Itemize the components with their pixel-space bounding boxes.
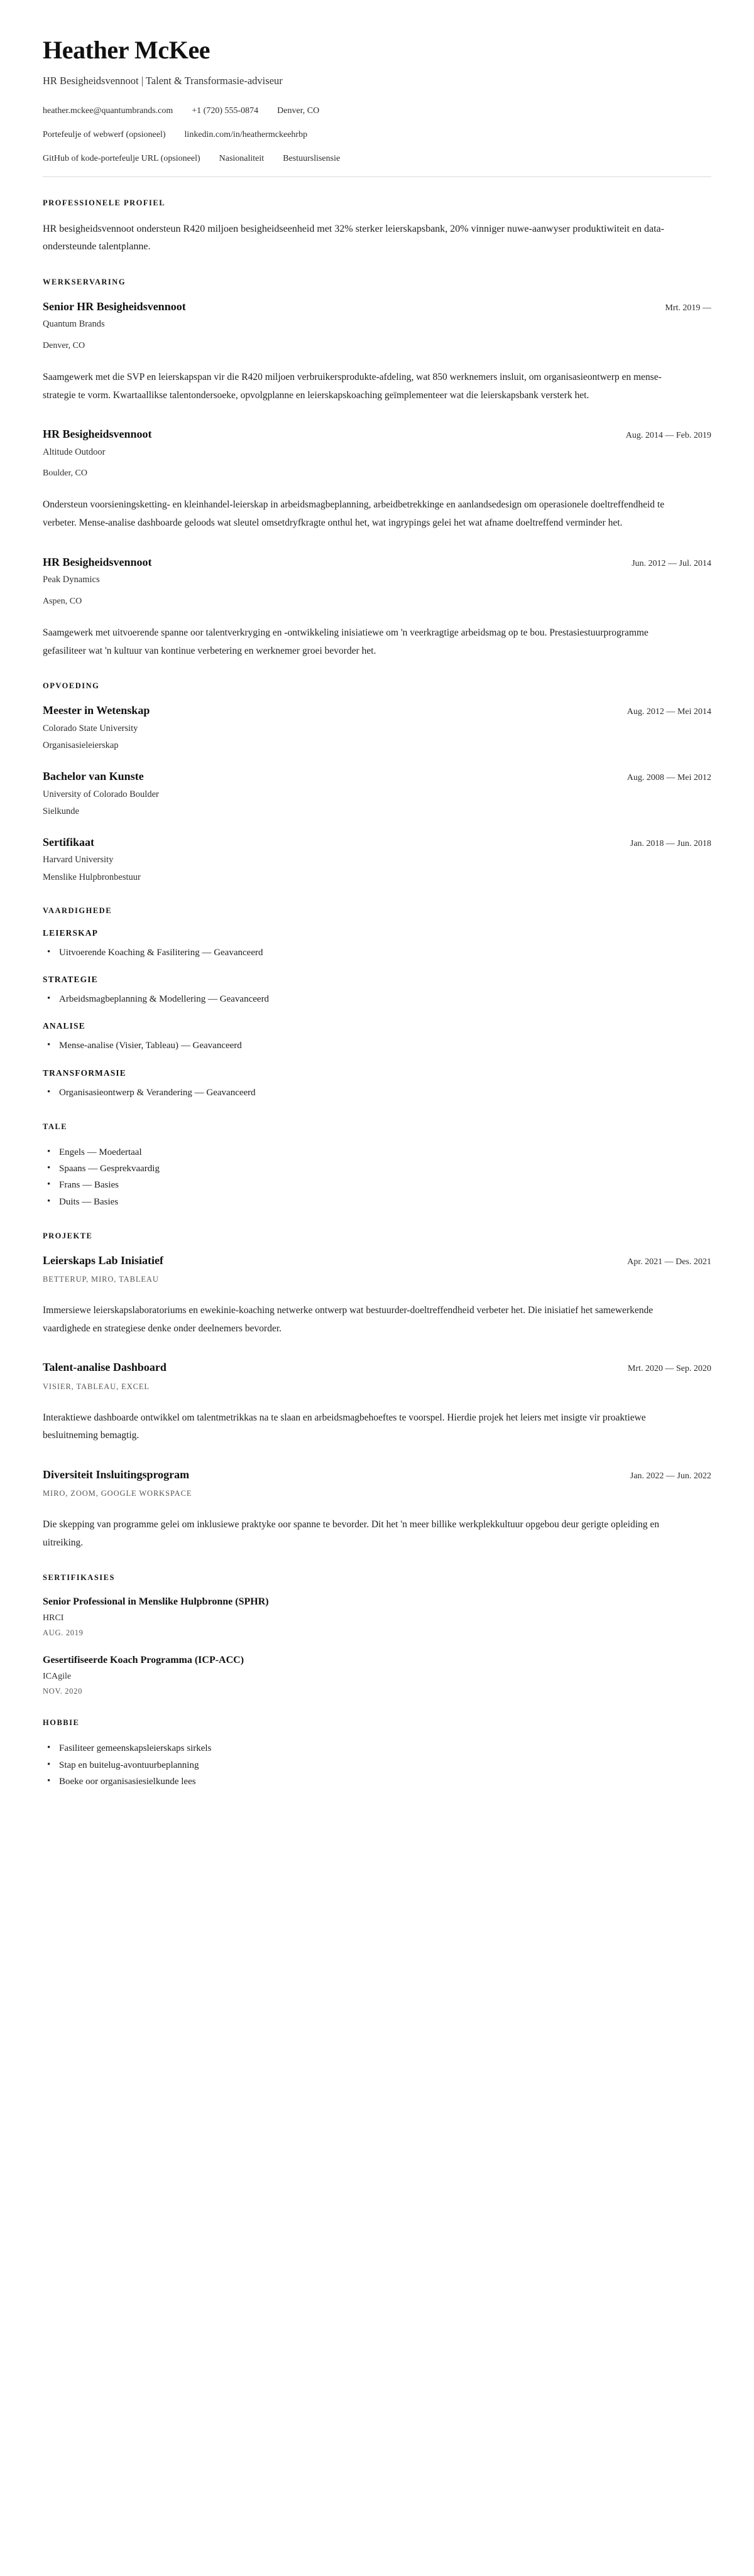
- skill-item: • Arbeidsmagbeplanning & Modellering — Geavanceerd: [43, 991, 711, 1007]
- experience-role: HR Besigheidsvennoot: [43, 428, 152, 441]
- hobby-item: • Fasiliteer gemeenskapsleierskaps sirkels: [43, 1740, 711, 1756]
- education-field: Organisasieleierskap: [43, 740, 119, 751]
- section-title-languages: TALE: [43, 1122, 68, 1131]
- project-description: Die skepping van programme gelei om inklusiewe praktyke oor spanne te bevorder. Dit het 'n meer billike werkplekkultuur opgebou deur gerigte opleiding en uitreiking.: [43, 1519, 660, 1548]
- certification-issuer: HRCI: [43, 1613, 64, 1623]
- experience-entry-head: [43, 555, 711, 570]
- project-tech-tags: MIRO, ZOOM, GOOGLE WORKSPACE: [43, 1489, 192, 1498]
- skill-group: [43, 1021, 711, 1054]
- skill-list: [43, 991, 711, 1007]
- education-entry-head: [43, 703, 711, 718]
- experience-company: Peak Dynamics: [43, 575, 100, 585]
- education-entry: [43, 835, 711, 885]
- project-description: Immersiewe leierskapslaboratoriums en ewekinie-koaching netwerke ontwerp wat bestuurder-doeltreffendheid verbeter het. Die inisiatief het samewerkende vaardighede en strategiese denke onder deelnemers bevorder.: [43, 1305, 653, 1334]
- profile-text: HR besigheidsvennoot ondersteun R420 miljoen besigheidseenheid met 32% sterker leierskapsbank, 20% vinniger nuwe-aanwyser produktiwiteit en data-ondersteunde talentplanne.: [43, 223, 665, 252]
- language-item: • Duits — Basies: [43, 1194, 711, 1210]
- skill-group-title: STRATEGIE: [43, 975, 98, 985]
- language-item: • Spaans — Gesprekvaardig: [43, 1161, 711, 1177]
- contact-portfolio[interactable]: Portefeulje of webwerf (opsioneel): [43, 129, 166, 139]
- contact-row-primary: [43, 104, 711, 117]
- skill-group-title: ANALISE: [43, 1021, 85, 1031]
- project-name: Leierskaps Lab Inisiatief: [43, 1253, 164, 1267]
- skill-list: [43, 1037, 711, 1054]
- education-degree: Meester in Wetenskap: [43, 704, 150, 717]
- certification-date: NOV. 2020: [43, 1687, 83, 1696]
- education-entry: [43, 703, 711, 753]
- language-item: • Engels — Moedertaal: [43, 1144, 711, 1161]
- project-entry-head: [43, 1468, 711, 1482]
- skill-group: [43, 975, 711, 1007]
- education-field: Menslike Hulpbronbestuur: [43, 872, 141, 883]
- project-tech-tags: BETTERUP, MIRO, TABLEAU: [43, 1275, 159, 1284]
- skill-item: • Uitvoerende Koaching & Fasilitering — Geavanceerd: [43, 944, 711, 961]
- education-date: Jan. 2018 — Jun. 2018: [630, 839, 711, 849]
- skill-group-title: TRANSFORMASIE: [43, 1068, 126, 1078]
- project-date: Jan. 2022 — Jun. 2022: [630, 1471, 711, 1481]
- contact-email[interactable]: heather.mckee@quantumbrands.com: [43, 106, 173, 116]
- section-education: [43, 681, 711, 885]
- candidate-name: Heather McKee: [43, 36, 210, 64]
- project-tech-tags: VISIER, TABLEAU, EXCEL: [43, 1382, 150, 1391]
- hobby-item: • Stap en buitelug-avontuurbeplanning: [43, 1757, 711, 1773]
- project-entry-head: [43, 1253, 711, 1268]
- contact-location: Denver, CO: [277, 106, 320, 116]
- section-title-skills: VAARDIGHEDE: [43, 906, 112, 915]
- contact-row-tertiary: [43, 152, 711, 165]
- language-item: • Frans — Basies: [43, 1177, 711, 1193]
- education-field: Sielkunde: [43, 806, 79, 817]
- experience-location: Boulder, CO: [43, 468, 87, 479]
- certification-issuer: ICAgile: [43, 1672, 72, 1682]
- experience-entry-head: [43, 300, 711, 314]
- section-title-certifications: SERTIFIKASIES: [43, 1573, 115, 1583]
- candidate-headline: HR Besigheidsvennoot | Talent & Transformasie-adviseur: [43, 74, 283, 87]
- skill-group: [43, 928, 711, 961]
- certification-entry: [43, 1653, 711, 1697]
- project-name: Diversiteit Insluitingsprogram: [43, 1468, 190, 1481]
- education-degree: Sertifikaat: [43, 836, 94, 849]
- section-title-hobbies: HOBBIE: [43, 1718, 80, 1728]
- hobby-item: • Boeke oor organisasiesielkunde lees: [43, 1773, 711, 1790]
- resume-header: [43, 36, 711, 177]
- education-date: Aug. 2012 — Mei 2014: [626, 707, 711, 717]
- experience-location: Aspen, CO: [43, 596, 82, 606]
- section-certifications: [43, 1573, 711, 1697]
- contact-nationality: Nasionaliteit: [219, 153, 265, 163]
- section-skills: [43, 906, 711, 1101]
- experience-location: Denver, CO: [43, 340, 85, 350]
- project-description: Interaktiewe dashboarde ontwikkel om talentmetrikkas na te slaan en arbeidsmagbehoeftes te voorspel. Hierdie projek het leiers met insigte vir proaktiewe besluitneming bemagtig.: [43, 1412, 646, 1441]
- experience-date: Jun. 2012 — Jul. 2014: [631, 558, 711, 568]
- education-date: Aug. 2008 — Mei 2012: [626, 773, 711, 783]
- certification-entry: [43, 1595, 711, 1638]
- skill-group: [43, 1068, 711, 1101]
- project-name: Talent-analise Dashboard: [43, 1361, 167, 1374]
- education-school: Colorado State University: [43, 723, 138, 733]
- contact-row-secondary: [43, 128, 711, 141]
- education-school: Harvard University: [43, 855, 114, 865]
- contact-phone[interactable]: +1 (720) 555-0874: [192, 106, 259, 116]
- contact-github[interactable]: GitHub of kode-portefeulje URL (opsioneel): [43, 153, 200, 163]
- experience-company: Quantum Brands: [43, 319, 105, 330]
- skill-list: [43, 1085, 711, 1101]
- section-title-profile: PROFESSIONELE PROFIEL: [43, 198, 166, 207]
- skill-item: • Organisasieontwerp & Verandering — Geavanceerd: [43, 1085, 711, 1101]
- experience-date: Mrt. 2019 —: [665, 303, 711, 313]
- contact-linkedin[interactable]: linkedin.com/in/heathermckeehrbp: [184, 129, 308, 139]
- education-entry: [43, 769, 711, 819]
- skill-item: • Mense-analise (Visier, Tableau) — Geavanceerd: [43, 1037, 711, 1054]
- education-degree: Bachelor van Kunste: [43, 770, 144, 783]
- hobby-list: [43, 1740, 711, 1790]
- section-professional-profile: [43, 198, 711, 256]
- experience-description: Ondersteun voorsieningsketting- en kleinhandel-leierskap in arbeidsmagbeplanning, arbeidbetrekkinge en aanlandsedesign om operasionele doeltreffendheid te verbeter. Mense-analise dashboarde geloods wat sleutel omsetdryfkragte onthul het, wat ingrypings gelei het wat afname doeltreffend verminder het.: [43, 499, 665, 529]
- section-hobbies: [43, 1718, 711, 1790]
- section-title-education: OPVOEDING: [43, 681, 100, 691]
- experience-entry: [43, 427, 711, 532]
- experience-role: HR Besigheidsvennoot: [43, 555, 152, 568]
- experience-date: Aug. 2014 — Feb. 2019: [625, 431, 711, 441]
- experience-entry: [43, 300, 711, 404]
- certification-date: AUG. 2019: [43, 1628, 84, 1638]
- experience-entry: [43, 555, 711, 660]
- section-projects: [43, 1231, 711, 1552]
- experience-role: Senior HR Besigheidsvennoot: [43, 300, 186, 313]
- skill-group-title: LEIERSKAP: [43, 928, 98, 938]
- language-list: [43, 1144, 711, 1210]
- experience-company: Altitude Outdoor: [43, 446, 106, 457]
- section-work-experience: [43, 278, 711, 660]
- contact-driving-license: Bestuurslisensie: [283, 153, 341, 163]
- project-entry: [43, 1253, 711, 1338]
- education-entry-head: [43, 835, 711, 850]
- education-entry-head: [43, 769, 711, 784]
- project-date: Apr. 2021 — Des. 2021: [627, 1257, 711, 1267]
- project-date: Mrt. 2020 — Sep. 2020: [628, 1364, 711, 1374]
- certification-name: Gesertifiseerde Koach Programma (ICP-ACC): [43, 1655, 244, 1666]
- experience-description: Saamgewerk met uitvoerende spanne oor talentverkryging en -ontwikkeling inisiatiewe om 'n veerkragtige arbeidsmag op te bou. Prestasiestuurprogramme gefasiliteer wat 'n kultuur van kontinue verbetering en werknemer groei bevorder het.: [43, 627, 648, 656]
- section-title-experience: WERKSERVARING: [43, 277, 126, 286]
- skill-list: [43, 944, 711, 961]
- experience-entry-head: [43, 427, 711, 441]
- section-title-projects: PROJEKTE: [43, 1231, 93, 1240]
- project-entry-head: [43, 1360, 711, 1375]
- project-entry: [43, 1360, 711, 1444]
- header-divider: [43, 176, 711, 177]
- certification-name: Senior Professional in Menslike Hulpbronne (SPHR): [43, 1596, 269, 1608]
- experience-description: Saamgewerk met die SVP en leierskapspan vir die R420 miljoen verbruikersprodukte-afdeling, wat 850 werknemers insluit, om organisasieontwerp en mense-strategie te vorm. Kwartaallikse talentondersoeke, opvolgplanne en leierskapskoaching geïmplementeer wat die leierskapsbank versterk het.: [43, 371, 662, 401]
- education-school: University of Colorado Boulder: [43, 789, 159, 799]
- project-entry: [43, 1468, 711, 1552]
- section-languages: [43, 1122, 711, 1210]
